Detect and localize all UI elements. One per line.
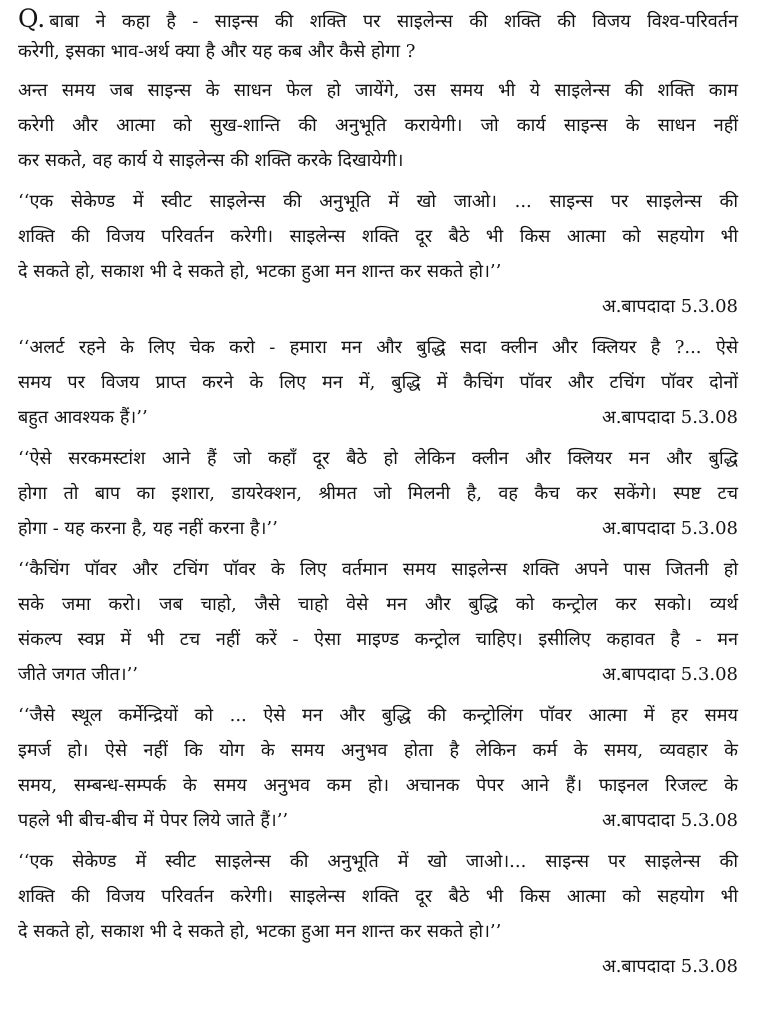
- question-text: बाबा ने कहा है - साइन्स की शक्ति पर साइलेन्स की शक्ति की विजय विश्व-परिवर्तन: [49, 11, 738, 32]
- quote-last-row: [18, 803, 738, 838]
- quote-source: अ.बापदादा 5.3.08: [601, 296, 738, 317]
- quote-line: ‘‘अलर्ट रहने के लिए चेक करो - हमारा मन और बुद्धि सदा क्लीन और क्लियर है ?... ऐसे: [18, 337, 738, 358]
- quote-last-row: [18, 657, 738, 692]
- quote-line: दे सकते हो, सकाश भी दे सकते हो, भटका हुआ मन शान्त कर सकते हो।’’: [18, 261, 502, 282]
- quote-source: अ.बापदादा 5.3.08: [601, 956, 738, 977]
- question-label: Q.: [18, 4, 46, 33]
- quote-last-row: [18, 511, 738, 546]
- answer-line: कर सकते, वह कार्य ये साइलेन्स की शक्ति करके दिखायेगी।: [18, 150, 404, 171]
- quote-line: समय पर विजय प्राप्त करने के लिए मन में, बुद्धि में कैचिंग पॉवर और टचिंग पॉवर दोनों: [18, 372, 738, 393]
- question-block: [18, 4, 738, 67]
- quote-line: होगा - यह करना है, यह नहीं करना है।’’: [18, 518, 278, 539]
- quote-block: [18, 441, 738, 546]
- quote-source: अ.बापदादा 5.3.08: [601, 664, 738, 685]
- quote-line: ‘‘एक सेकेण्ड में स्वीट साइलेन्स की अनुभूति में खो जाओ। ... साइन्स पर साइलेन्स की: [18, 191, 738, 212]
- quote-line: पहले भी बीच-बीच में पेपर लिये जाते हैं।’’: [18, 810, 289, 831]
- quote-line: ‘‘एक सेकेण्ड में स्वीट साइलेन्स की अनुभूति में खो जाओ।... साइन्स पर साइलेन्स की: [18, 851, 738, 872]
- quote-line: बहुत आवश्यक हैं।’’: [18, 407, 148, 428]
- quote-line: समय, सम्बन्ध-सम्पर्क के समय अनुभव कम हो। अचानक पेपर आने हैं। फाइनल रिजल्ट के: [18, 775, 738, 796]
- quote-block: [18, 330, 738, 435]
- quote-source: अ.बापदादा 5.3.08: [601, 518, 738, 539]
- quote-line: संकल्प स्वप्न में भी टच नहीं करें - ऐसा माइण्ड कन्ट्रोल चाहिए। इसीलिए कहावत है - मन: [18, 629, 738, 650]
- quote-line: शक्ति की विजय परिवर्तन करेगी। साइलेन्स शक्ति दूर बैठे भी किस आत्मा को सहयोग भी: [18, 226, 738, 247]
- quote-line: जीते जगत जीत।’’: [18, 664, 139, 685]
- quote-line: इमर्ज हो। ऐसे नहीं कि योग के समय अनुभव होता है लेकिन कर्म के समय, व्यवहार के: [18, 740, 738, 761]
- quote-block: [18, 844, 738, 984]
- question-line: करेगी, इसका भाव-अर्थ क्या है और यह कब और कैसे होगा ?: [18, 41, 416, 62]
- quote-line: ‘‘जैसे स्थूल कर्मेन्द्रियों को ... ऐसे मन और बुद्धि की कन्ट्रोलिंग पॉवर आत्मा में हर समय: [18, 705, 738, 726]
- answer-line: करेगी और आत्मा को सुख-शान्ति की अनुभूति करायेगी। जो कार्य साइन्स के साधन नहीं: [18, 115, 738, 136]
- quote-last-row: [18, 400, 738, 435]
- answer-block: [18, 73, 738, 178]
- quote-source: अ.बापदादा 5.3.08: [601, 407, 738, 428]
- quote-line: शक्ति की विजय परिवर्तन करेगी। साइलेन्स शक्ति दूर बैठे भी किस आत्मा को सहयोग भी: [18, 886, 738, 907]
- quote-line: सके जमा करो। जब चाहो, जैसे चाहो वेसे मन और बुद्धि को कन्ट्रोल कर सको। व्यर्थ: [18, 594, 738, 615]
- question-line: [18, 4, 738, 37]
- quote-line: होगा तो बाप का इशारा, डायरेक्शन, श्रीमत जो मिलनी है, वह कैच कर सकेंगे। स्पष्ट टच: [18, 483, 738, 504]
- quote-source: अ.बापदादा 5.3.08: [601, 810, 738, 831]
- quote-block: [18, 184, 738, 324]
- answer-line: अन्त समय जब साइन्स के साधन फेल हो जायेंगे, उस समय भी ये साइलेन्स की शक्ति काम: [18, 80, 738, 101]
- quote-line: ‘‘ऐसे सरकमस्टांश आने हैं जो कहाँ दूर बैठे हो लेकिन क्लीन और क्लियर मन और बुद्धि: [18, 448, 738, 469]
- quote-block: [18, 552, 738, 692]
- quote-line: ‘‘कैचिंग पॉवर और टचिंग पॉवर के लिए वर्तमान समय साइलेन्स शक्ति अपने पास जितनी हो: [18, 559, 738, 580]
- quote-line: दे सकते हो, सकाश भी दे सकते हो, भटका हुआ मन शान्त कर सकते हो।’’: [18, 921, 502, 942]
- quote-block: [18, 698, 738, 838]
